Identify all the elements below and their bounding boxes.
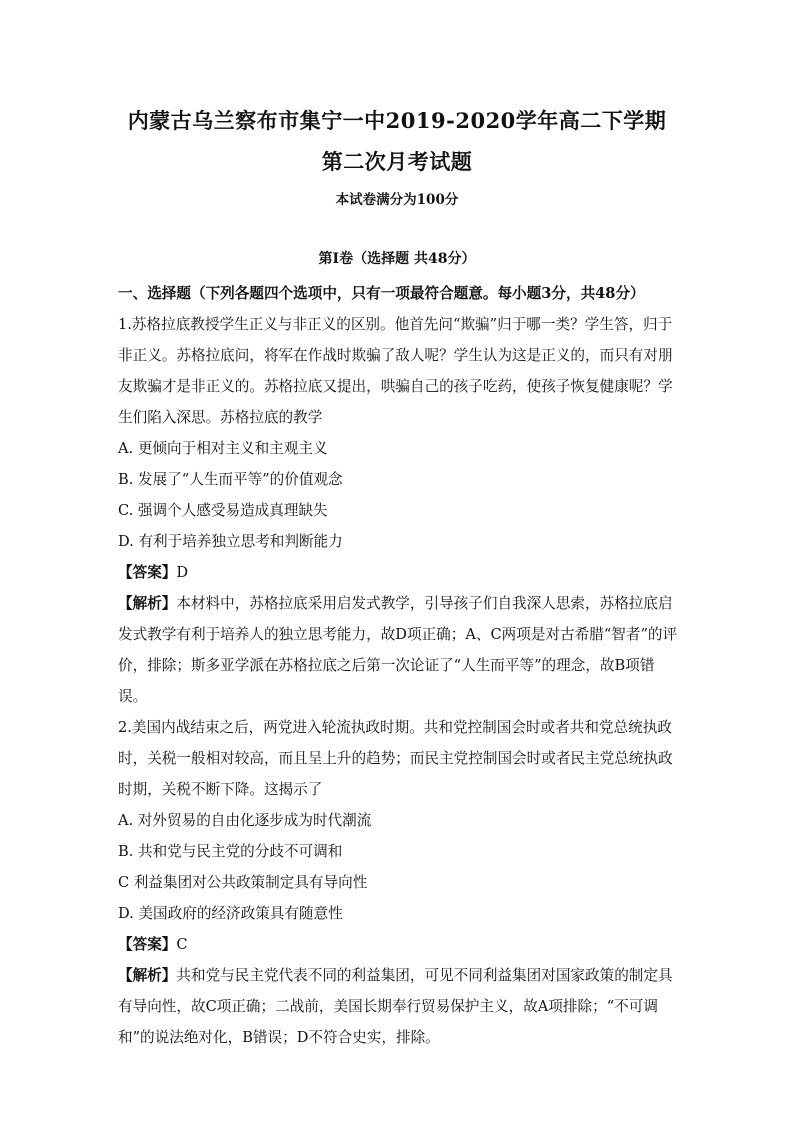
analysis-label: 【解析】 <box>118 967 177 984</box>
option-d: D. 有利于培养独立思考和判断能力 <box>118 533 343 550</box>
answer-value: C <box>176 936 188 953</box>
option-c: C 利益集团对公共政策制定具有导向性 <box>118 874 368 891</box>
analysis-label: 【解析】 <box>118 595 177 612</box>
option-b: B. 共和党与民主党的分歧不可调和 <box>118 843 343 860</box>
exam-body <box>118 278 678 1053</box>
exam-subtitle: 本试卷满分为100分 <box>335 192 459 208</box>
question-stem: 1.苏格拉底教授学生正义与非正义的区别。他首先问“欺骗”归于哪一类？学生答，归于非正义。苏格拉底问，将军在作战时欺骗了敌人呢？学生认为这是正义的，而只有对朋友欺骗才是非正义的。苏格拉底又提出，哄骗自己的孩子吃药，使孩子恢复健康呢？学生们陷入深思。苏格拉底的教学 <box>118 316 673 426</box>
option-c: C. 强调个人感受易造成真理缺失 <box>118 502 328 519</box>
analysis-text: 本材料中，苏格拉底采用启发式教学，引导孩子们自我深人思索，苏格拉底启发式教学有利于培养人的独立思考能力，故D项正确；A、C两项是对古希腊“智者”的评价，排除；斯多亚学派在苏格拉底之后第一次论证了“人生而平等”的理念，故B项错误。 <box>118 595 678 705</box>
answer-line <box>118 557 678 588</box>
section-title: 第Ⅰ卷（选择题 共48分） <box>318 251 476 267</box>
analysis-line <box>118 960 678 1053</box>
section-instruction: 一、选择题（下列各题四个选项中，只有一项最符合题意。每小题3分，共48分） <box>118 285 645 302</box>
question-2 <box>118 712 678 1053</box>
exam-title-line1: 内蒙古乌兰察布市集宁一中2019-2020学年高二下学期 <box>127 108 667 133</box>
analysis-text: 共和党与民主党代表不同的利益集团，可见不同利益集团对国家政策的制定具有导向性，故C项正确；二战前，美国长期奉行贸易保护主义，故A项排除；“不可调和”的说法绝对化，B错误；D不符合史实，排除。 <box>118 967 673 1046</box>
answer-value: D <box>176 564 189 581</box>
option-b: B. 发展了“人生而平等”的价值观念 <box>118 471 343 488</box>
answer-line <box>118 929 678 960</box>
answer-label: 【答案】 <box>118 936 177 953</box>
answer-label: 【答案】 <box>118 564 177 581</box>
option-a: A. 对外贸易的自由化逐步成为时代潮流 <box>118 812 372 829</box>
question-1 <box>118 309 678 712</box>
option-d: D. 美国政府的经济政策具有随意性 <box>118 905 343 922</box>
question-stem: 2.美国内战结束之后，两党进入轮流执政时期。共和党控制国会时或者共和党总统执政时，关税一般相对较高，而且呈上升的趋势；而民主党控制国会时或者民主党总统执政时期，关税不断下降。这揭示了 <box>118 719 673 798</box>
exam-title-line2: 第二次月考试题 <box>321 149 473 174</box>
option-a: A. 更倾向于相对主义和主观主义 <box>118 440 328 457</box>
analysis-line <box>118 588 678 712</box>
